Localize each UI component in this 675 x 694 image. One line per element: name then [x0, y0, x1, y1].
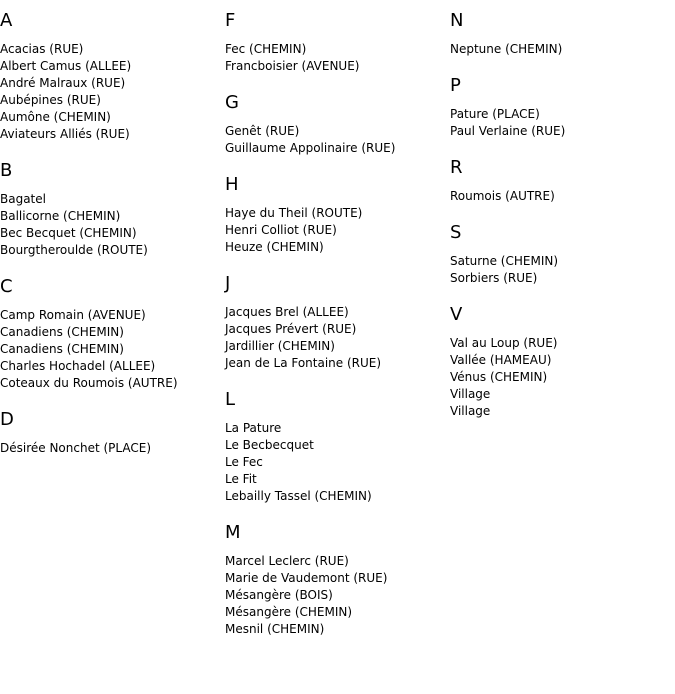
letter-group-h	[225, 174, 450, 256]
street-link[interactable]: Marcel Leclerc (RUE)	[225, 554, 349, 568]
letter-group-g	[225, 92, 450, 157]
letter-heading: S	[450, 222, 462, 243]
street-link[interactable]: Mésangère (BOIS)	[225, 588, 333, 602]
street-link[interactable]: Guillaume Appolinaire (RUE)	[225, 141, 396, 155]
letter-group-s	[450, 222, 675, 287]
index-column-2	[225, 10, 450, 655]
street-list	[0, 440, 225, 457]
letter-heading: C	[0, 276, 13, 297]
street-link[interactable]: Camp Romain (AVENUE)	[0, 308, 146, 322]
street-link[interactable]: André Malraux (RUE)	[0, 76, 126, 90]
street-list	[450, 335, 675, 420]
letter-heading: G	[225, 92, 239, 113]
street-link[interactable]: Albert Camus (ALLEE)	[0, 59, 132, 73]
letter-group-r	[450, 157, 675, 205]
letter-heading: B	[0, 160, 13, 181]
street-list	[225, 420, 450, 505]
street-list	[225, 304, 450, 372]
street-link[interactable]: Jardillier (CHEMIN)	[225, 339, 335, 353]
street-link[interactable]: Jacques Prévert (RUE)	[225, 322, 357, 336]
letter-group-p	[450, 75, 675, 140]
street-link[interactable]: Village	[450, 387, 491, 401]
street-link[interactable]: Jean de La Fontaine (RUE)	[225, 356, 382, 370]
street-link[interactable]: Marie de Vaudemont (RUE)	[225, 571, 388, 585]
street-list	[450, 188, 675, 205]
letter-heading: M	[225, 522, 241, 543]
street-list	[450, 106, 675, 140]
street-link[interactable]: Aubépines (RUE)	[0, 93, 101, 107]
street-link[interactable]: Le Becbecquet	[225, 438, 314, 452]
street-link[interactable]: Sorbiers (RUE)	[450, 271, 538, 285]
street-link[interactable]: Vénus (CHEMIN)	[450, 370, 548, 384]
letter-heading: L	[225, 389, 236, 410]
street-link[interactable]: Le Fec	[225, 455, 263, 469]
letter-group-c	[0, 276, 225, 392]
letter-heading: D	[0, 409, 14, 430]
letter-group-f	[225, 10, 450, 75]
street-link[interactable]: Charles Hochadel (ALLEE)	[0, 359, 156, 373]
street-link[interactable]: Fec (CHEMIN)	[225, 42, 307, 56]
letter-heading: H	[225, 174, 239, 195]
letter-group-n	[450, 10, 675, 58]
street-link[interactable]: La Pature	[225, 421, 282, 435]
street-link[interactable]: Village	[450, 404, 491, 418]
street-list	[0, 191, 225, 259]
letter-heading: P	[450, 75, 461, 96]
street-link[interactable]: Mésangère (CHEMIN)	[225, 605, 353, 619]
street-link[interactable]: Bagatel	[0, 192, 46, 206]
street-link[interactable]: Pature (PLACE)	[450, 107, 540, 121]
letter-group-d	[0, 409, 225, 457]
street-link[interactable]: Roumois (AUTRE)	[450, 189, 555, 203]
index-column-1	[0, 10, 225, 474]
street-link[interactable]: Aumône (CHEMIN)	[0, 110, 111, 124]
street-link[interactable]: Le Fit	[225, 472, 257, 486]
letter-group-l	[225, 389, 450, 505]
street-list	[225, 205, 450, 256]
street-link[interactable]: Heuze (CHEMIN)	[225, 240, 324, 254]
street-link[interactable]: Canadiens (CHEMIN)	[0, 325, 124, 339]
letter-heading: J	[225, 273, 231, 294]
street-link[interactable]: Lebailly Tassel (CHEMIN)	[225, 489, 372, 503]
letter-heading: A	[0, 10, 13, 31]
street-link[interactable]: Saturne (CHEMIN)	[450, 254, 559, 268]
street-list	[225, 553, 450, 638]
street-link[interactable]: Acacias (RUE)	[0, 42, 84, 56]
street-list	[450, 41, 675, 58]
street-link[interactable]: Vallée (HAMEAU)	[450, 353, 552, 367]
letter-heading: R	[450, 157, 463, 178]
letter-heading: F	[225, 10, 236, 31]
street-list	[0, 307, 225, 392]
street-link[interactable]: Mesnil (CHEMIN)	[225, 622, 325, 636]
street-link[interactable]: Bec Becquet (CHEMIN)	[0, 226, 137, 240]
index-column-3	[450, 10, 675, 437]
street-link[interactable]: Paul Verlaine (RUE)	[450, 124, 566, 138]
letter-group-m	[225, 522, 450, 638]
letter-heading: V	[450, 304, 463, 325]
letter-group-a	[0, 10, 225, 143]
letter-group-j	[225, 273, 450, 372]
street-link[interactable]: Haye du Theil (ROUTE)	[225, 206, 363, 220]
street-link[interactable]: Ballicorne (CHEMIN)	[0, 209, 121, 223]
street-link[interactable]: Henri Colliot (RUE)	[225, 223, 337, 237]
street-link[interactable]: Neptune (CHEMIN)	[450, 42, 563, 56]
letter-heading: N	[450, 10, 464, 31]
street-list	[450, 253, 675, 287]
street-link[interactable]: Canadiens (CHEMIN)	[0, 342, 124, 356]
street-link[interactable]: Coteaux du Roumois (AUTRE)	[0, 376, 178, 390]
street-link[interactable]: Val au Loup (RUE)	[450, 336, 558, 350]
street-link[interactable]: Genêt (RUE)	[225, 124, 300, 138]
street-link[interactable]: Bourgtheroulde (ROUTE)	[0, 243, 148, 257]
street-link[interactable]: Désirée Nonchet (PLACE)	[0, 441, 152, 455]
street-link[interactable]: Jacques Brel (ALLEE)	[225, 305, 349, 319]
letter-group-b	[0, 160, 225, 259]
street-link[interactable]: Aviateurs Alliés (RUE)	[0, 127, 130, 141]
street-link[interactable]: Francboisier (AVENUE)	[225, 59, 360, 73]
letter-group-v	[450, 304, 675, 420]
street-list	[225, 41, 450, 75]
street-list	[0, 41, 225, 143]
street-list	[225, 123, 450, 157]
